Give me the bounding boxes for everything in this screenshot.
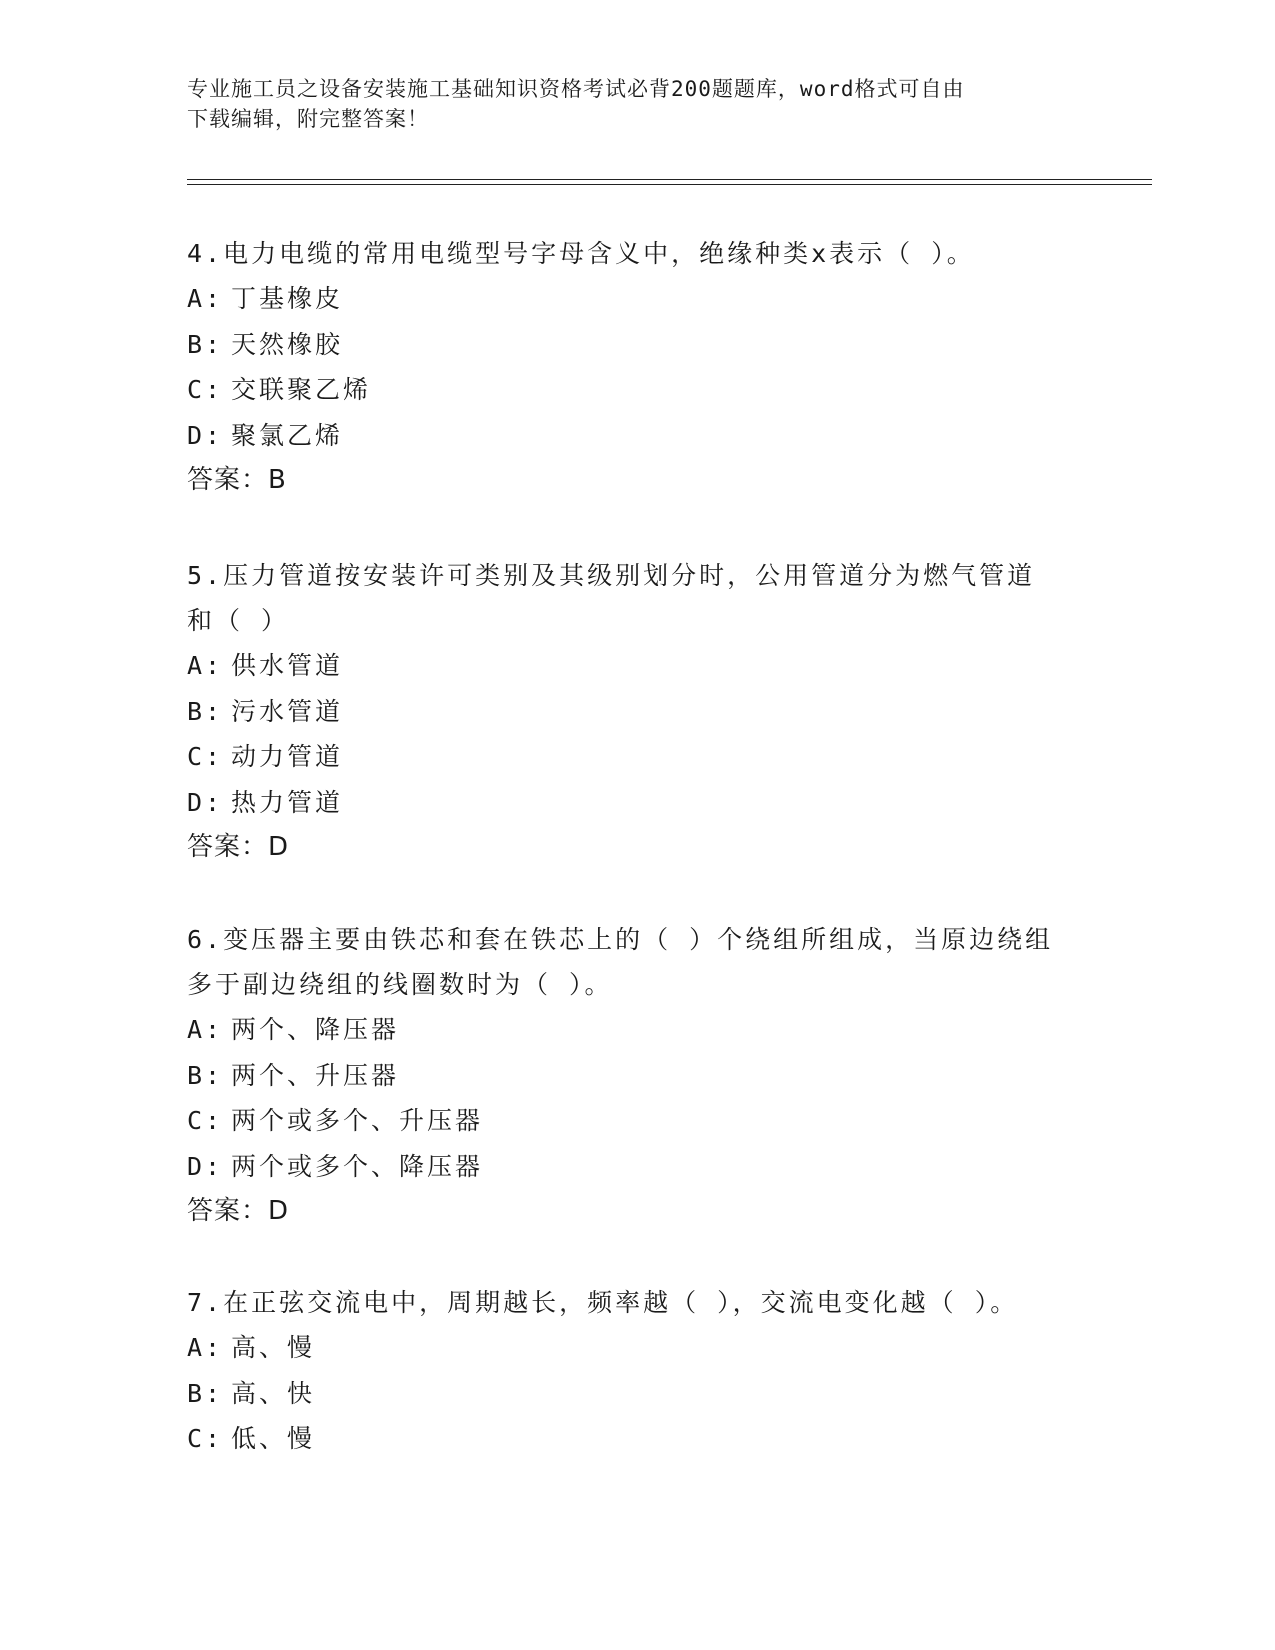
option-d: [187, 780, 1087, 826]
option-a: [187, 643, 1087, 689]
option-text: 污水管道: [231, 696, 344, 726]
question-stem: [187, 917, 1087, 1007]
option-d: [187, 413, 1087, 459]
option-text: 两个、降压器: [231, 1015, 400, 1044]
option-text: 供水管道: [231, 651, 344, 680]
option-letter: B:: [187, 329, 224, 359]
answer-value: D: [268, 832, 290, 862]
option-d: [187, 1144, 1087, 1190]
option-letter: A:: [187, 1333, 224, 1362]
header-divider-bottom: [187, 184, 1152, 185]
option-b: [187, 689, 1087, 735]
option-c: [187, 734, 1087, 780]
option-letter: C:: [187, 375, 224, 404]
answer-label: 答案：: [187, 465, 269, 495]
option-text: 天然橡胶: [231, 329, 344, 359]
question-stem-line: 7.在正弦交流电中，周期越长，频率越（ ），交流电变化越（ ）。: [187, 1288, 1019, 1317]
question-stem: [187, 1280, 1087, 1325]
option-text: 高、快: [231, 1378, 316, 1408]
option-a: [187, 1007, 1087, 1053]
option-text: 动力管道: [231, 742, 344, 771]
option-letter: B:: [187, 1060, 224, 1090]
option-c: [187, 1416, 1087, 1462]
question-stem-line: 5.压力管道按安装许可类别及其级别划分时，公用管道分为燃气管道: [187, 561, 1036, 590]
answer-line: [187, 458, 1087, 503]
answer-line: [187, 1189, 1087, 1234]
option-a: [187, 276, 1087, 322]
answer-line: [187, 825, 1087, 870]
option-letter: D:: [187, 1151, 224, 1181]
option-text: 聚氯乙烯: [231, 420, 344, 450]
header-line-1: 专业施工员之设备安装施工基础知识资格考试必背200题题库，word格式可自由: [187, 77, 965, 101]
option-a: [187, 1325, 1087, 1371]
answer-value: B: [268, 465, 287, 495]
question-stem-line: 4.电力电缆的常用电缆型号字母含义中，绝缘种类x表示（ ）。: [187, 239, 975, 268]
option-text: 交联聚乙烯: [231, 375, 372, 404]
question-7: [187, 1280, 1087, 1462]
header-line-2: 下载编辑，附完整答案！: [187, 107, 429, 131]
question-stem-line: 6.变压器主要由铁芯和套在铁芯上的（ ）个绕组所组成，当原边绕组: [187, 925, 1054, 954]
answer-label: 答案：: [187, 832, 269, 862]
option-text: 热力管道: [231, 787, 344, 817]
question-stem-line: 多于副边绕组的线圈数时为（ ）。: [187, 970, 613, 999]
header-divider-top: [187, 179, 1152, 180]
option-letter: D:: [187, 787, 224, 817]
answer-value: D: [268, 1196, 290, 1226]
question-stem-line: 和（ ）: [187, 606, 290, 635]
option-letter: C:: [187, 1106, 224, 1135]
option-letter: A:: [187, 651, 224, 680]
option-text: 两个或多个、降压器: [231, 1151, 484, 1181]
option-b: [187, 1053, 1087, 1099]
option-c: [187, 367, 1087, 413]
option-letter: A:: [187, 284, 224, 313]
answer-label: 答案：: [187, 1196, 269, 1226]
option-text: 低、慢: [231, 1424, 316, 1453]
option-letter: D:: [187, 420, 224, 450]
question-stem: [187, 553, 1087, 643]
option-text: 高、慢: [231, 1333, 316, 1362]
option-letter: C:: [187, 1424, 224, 1453]
option-letter: B:: [187, 696, 224, 726]
option-letter: A:: [187, 1015, 224, 1044]
question-4: [187, 231, 1087, 503]
document-header: [187, 74, 1077, 134]
option-text: 两个、升压器: [231, 1060, 400, 1090]
option-text: 丁基橡皮: [231, 284, 344, 313]
question-stem: [187, 231, 1087, 276]
option-b: [187, 1371, 1087, 1417]
option-text: 两个或多个、升压器: [231, 1106, 484, 1135]
question-5: [187, 553, 1087, 870]
question-6: [187, 917, 1087, 1234]
option-letter: B:: [187, 1378, 224, 1408]
option-letter: C:: [187, 742, 224, 771]
option-b: [187, 322, 1087, 368]
option-c: [187, 1098, 1087, 1144]
